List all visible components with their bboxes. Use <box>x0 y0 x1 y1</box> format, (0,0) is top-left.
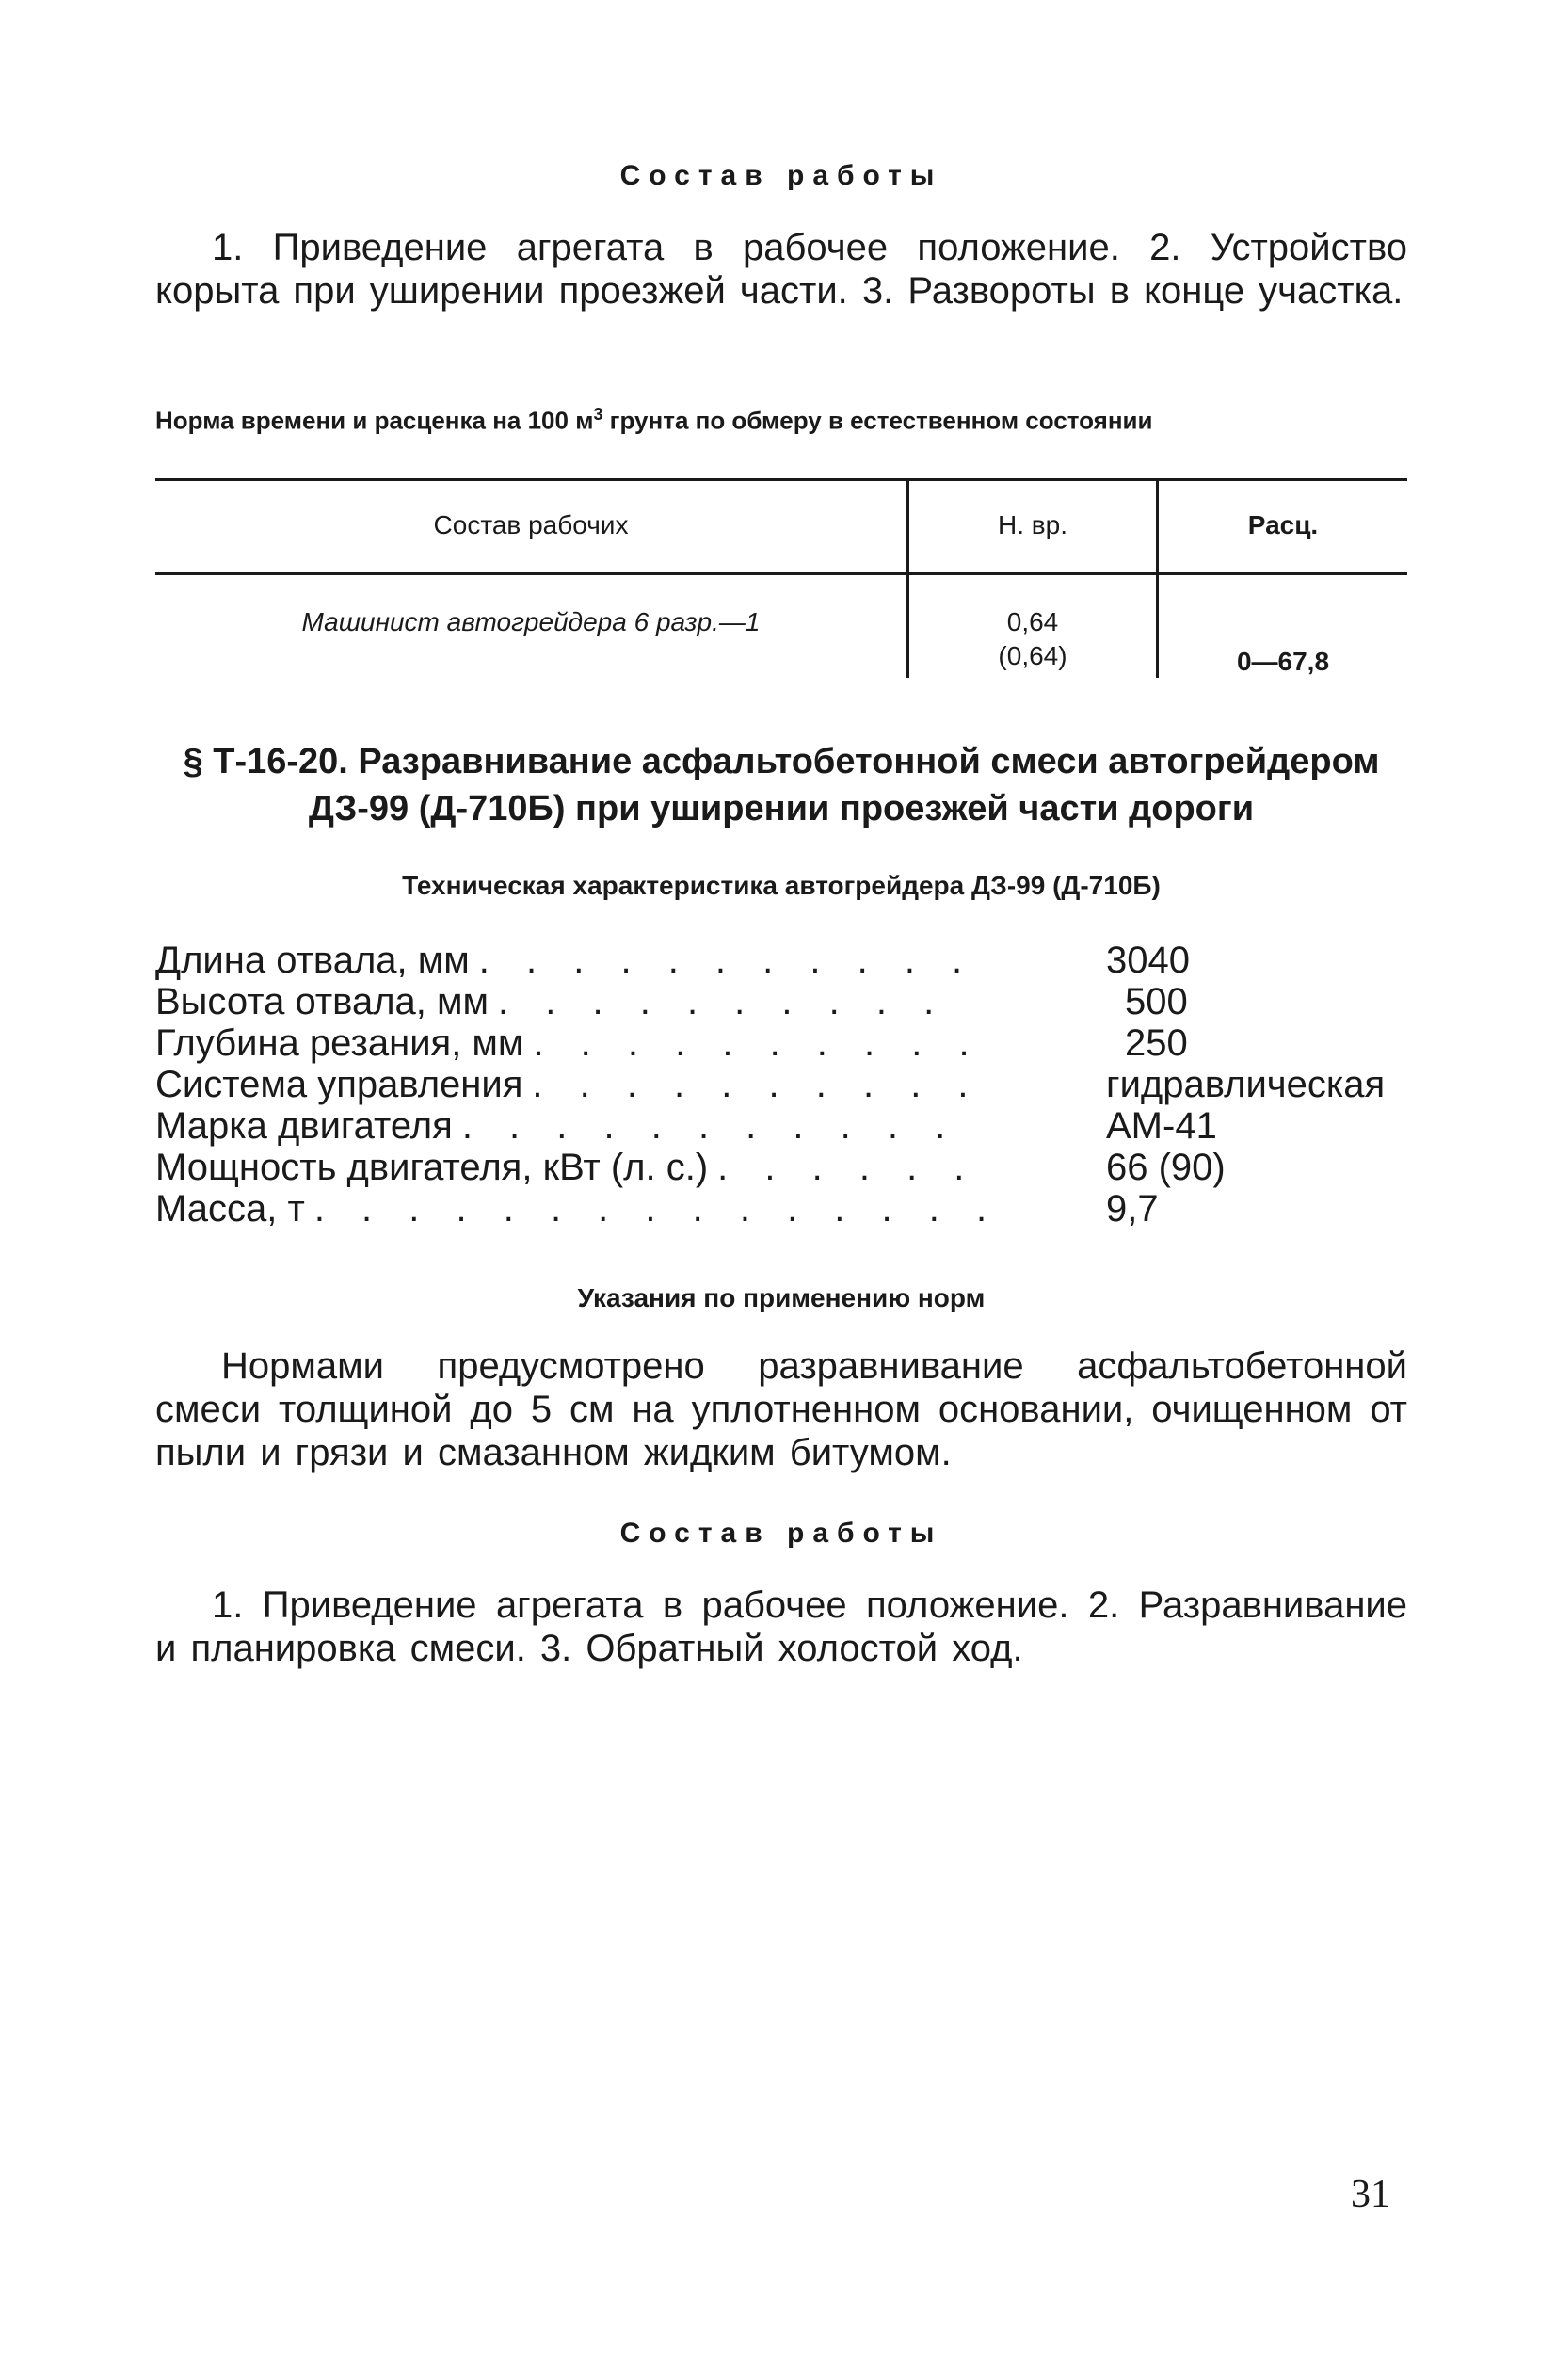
spec-row <box>155 1105 1407 1147</box>
document-page <box>155 0 1407 2380</box>
table-header-rule <box>155 572 1407 575</box>
spec-label: Длина отвала, мм <box>155 940 470 981</box>
guidance-caption: Указания по применению норм <box>577 1283 986 1312</box>
spec-value: гидравлическая <box>1106 1064 1386 1105</box>
spec-row <box>155 1064 1407 1105</box>
spec-label: Высота отвала, мм <box>155 981 489 1022</box>
spec-label: Марка двигателя <box>155 1105 453 1147</box>
table-cell-time-bracket: (0,64) <box>998 641 1067 670</box>
spec-row <box>155 981 1407 1022</box>
section-title-line2: ДЗ-99 (Д-710Б) при уширении проезжей части дороги <box>308 789 1255 828</box>
spec-label: Мощность двигателя, кВт (л. с.) <box>155 1147 709 1188</box>
spec-leader-dots: . . . . . . . . . . . . . . . <box>313 1188 1001 1230</box>
spec-leader-dots: . . . . . . <box>717 1147 978 1188</box>
table-cell-rate: 0—67,8 <box>1236 647 1330 676</box>
page-number: 31 <box>1351 2173 1390 2216</box>
section-heading: Состав работы <box>619 160 943 191</box>
table-header-time: Н. вр. <box>997 510 1067 539</box>
spec-row <box>155 940 1407 981</box>
work-steps-paragraph: 1. Приведение агрегата в рабочее положение. 2. Устройство корыта при уширении проезжей части. 3. Развороты в конце участка. <box>155 227 1407 312</box>
spec-label: Глубина резания, мм <box>155 1022 524 1064</box>
section-heading: Состав работы <box>619 1518 943 1549</box>
spec-leader-dots: . . . . . . . . . . . <box>461 1105 959 1147</box>
table-cell-worker: Машинист автогрейдера 6 разр.—1 <box>301 607 761 636</box>
section-title-line1: § Т-16-20. Разравнивание асфальтобетонной смеси автогрейдером <box>183 742 1380 781</box>
spec-leader-dots: . . . . . . . . . . . <box>478 940 976 981</box>
table-header-rate: Расц. <box>1247 510 1319 539</box>
work-steps-paragraph: 1. Приведение агрегата в рабочее положение. 2. Разравнивание и планировка смеси. 3. Обратный холостой ход. <box>155 1584 1407 1669</box>
table-cell-time: 0,64 <box>1006 607 1059 636</box>
spec-leader-dots: . . . . . . . . . . <box>498 981 948 1022</box>
spec-label: Масса, т <box>155 1188 305 1230</box>
spec-value: 9,7 <box>1106 1188 1159 1230</box>
spec-row <box>155 1147 1407 1188</box>
spec-value: 500 <box>1125 981 1188 1022</box>
spec-label: Система управления <box>155 1064 523 1105</box>
table-top-rule <box>155 478 1407 481</box>
spec-value: 250 <box>1125 1022 1188 1064</box>
spec-row <box>155 1188 1407 1230</box>
norm-table-caption: Норма времени и расценка на 100 $м^3$ грунта по обмеру в естественном состоянии <box>155 405 1153 435</box>
spec-leader-dots: . . . . . . . . . . <box>532 1064 982 1105</box>
table-header-workers: Состав рабочих <box>433 510 629 539</box>
spec-row <box>155 1022 1407 1064</box>
specs-caption: Техническая характеристика автогрейдера ДЗ-99 (Д-710Б) <box>402 871 1161 900</box>
spec-value: 66 (90) <box>1106 1147 1226 1188</box>
guidance-paragraph: Нормами предусмотрено разравнивание асфальтобетонной смеси толщиной до 5 см на уплотненном основании, очищенном от пыли и грязи и смазанном жидким битумом. <box>155 1345 1407 1473</box>
spec-leader-dots: . . . . . . . . . . <box>533 1022 983 1064</box>
spec-value: 3040 <box>1106 940 1190 981</box>
spec-value: АМ-41 <box>1106 1105 1217 1147</box>
